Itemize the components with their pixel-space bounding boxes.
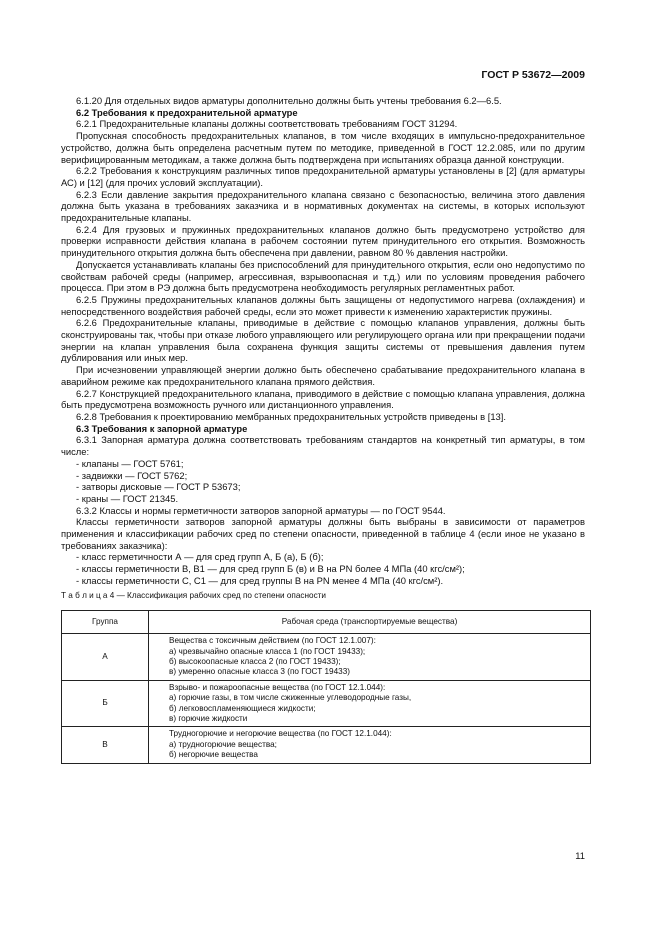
medium-subitem: а) горючие газы, в том числе сжиженные углеводородные газы, <box>169 693 412 703</box>
paragraph: 6.2.7 Конструкцией предохранительного клапана, приводимого в действие с помощью клапана управления, должна быть предусмотрена возможность ручного или дистанционного управления. <box>61 387 585 411</box>
medium-cell <box>149 727 591 763</box>
document-header: ГОСТ Р 53672—2009 <box>481 69 585 81</box>
paragraph: 6.2.6 Предохранительные клапаны, приводимые в действие с помощью клапанов управления, должны быть сконструированы так, чтобы при отказе любого управляющего или регулирующего органа или при прекращении подачи энергии на клапан управления была сохранена функция защиты системы от превышения давления путем дублирования или иных мер. <box>61 317 586 364</box>
medium-subitem: в) горючие жидкости <box>169 714 248 724</box>
group-cell: Б <box>62 680 149 727</box>
list-item: - классы герметичности С, С1 — для сред группы В на PN менее 4 МПа (40 кгс/см²). <box>76 574 444 586</box>
list-item: - классы герметичности В, В1 — для сред групп Б (в) и В на PN более 4 МПа (40 кгс/см²); <box>76 563 465 575</box>
list-item: - краны — ГОСТ 21345. <box>76 492 179 504</box>
paragraph: Классы герметичности затворов запорной арматуры должны быть выбраны в зависимости от параметров применения и классификации рабочих сред по степени опасности, приведенной в таблице 4 (если иное не указано в требованиях заказчика): <box>61 516 585 551</box>
paragraph: 6.2.1 Предохранительные клапаны должны соответствовать требованиям ГОСТ 31294. <box>76 118 458 130</box>
paragraph: 6.3.1 Запорная арматура должна соответствовать требованиям стандартов на конкретный тип арматуры, в том числе: <box>61 434 585 458</box>
paragraph: Пропускная способность предохранительных клапанов, в том числе входящих в импульсно-предохранительное устройство, должна быть определена расчетным путем по методике, приведенной в ГОСТ 12.2.085, или по другим верифицированным методикам, а также должна быть подтверждена при испытаниях образца данной конструкции. <box>61 130 585 165</box>
table-row <box>62 727 591 763</box>
group-cell: В <box>62 727 149 763</box>
col-header-medium: Рабочая среда (транспортируемые вещества) <box>149 611 591 634</box>
section-heading: 6.3 Требования к запорной арматуре <box>76 422 248 434</box>
paragraph: Допускается устанавливать клапаны без приспособлений для принудительного открытия, если оно недопустимо по свойствам рабочей среды (например, агрессивная, взрывоопасная и т.д.) или по условиям проведения рабочего процесса. При этом в РЭ должна быть предусмотрена необходимость регулярных регламентных работ. <box>61 258 585 294</box>
paragraph: 6.2.5 Пружины предохранительных клапанов должны быть защищены от недопустимого нагрева (охлаждения) и непосредственного воздействия рабочей среды, если это может привести к изменению характеристик пружины. <box>61 293 585 317</box>
medium-subitem: б) легковоспламеняющиеся жидкости; <box>169 703 316 713</box>
list-item: - задвижки — ГОСТ 5762; <box>76 469 188 481</box>
paragraph: 6.2.2 Требования к конструкциям различных типов предохранительной арматуры установлены в [2] (для арматуры АС) и [12] (для прочих условий эксплуатации). <box>61 165 585 188</box>
table-row <box>62 634 591 681</box>
medium-category: Вещества с токсичным действием (по ГОСТ 12.1.007): <box>169 636 376 646</box>
group-cell: А <box>62 634 149 681</box>
list-item: - клапаны — ГОСТ 5761; <box>76 457 184 469</box>
paragraph: 6.3.2 Классы и нормы герметичности затворов запорной арматуры — по ГОСТ 9544. <box>76 504 446 516</box>
medium-subitem: б) высокоопасные класса 2 (по ГОСТ 19433); <box>169 657 341 667</box>
medium-subitem: а) чрезвычайно опасные класса 1 (по ГОСТ 19433); <box>169 646 366 656</box>
medium-cell <box>149 634 591 681</box>
paragraph: 6.1.20 Для отдельных видов арматуры дополнительно должны быть учтены требования 6.2—6.5. <box>76 95 502 106</box>
medium-subitem: б) негорючие вещества <box>169 750 258 760</box>
medium-subitem: в) умеренно опасные класса 3 (по ГОСТ 19433) <box>169 667 350 677</box>
paragraph: 6.2.3 Если давление закрытия предохранительного клапана связано с безопасностью, величина этого давления должна быть указана в требованиях заказчика и в нормативных документах на системы, в которых используют предохранительные клапаны. <box>61 188 585 224</box>
table-caption: Т а б л и ц а 4 — Классификация рабочих сред по степени опасности <box>61 590 327 600</box>
paragraph: При исчезновении управляющей энергии должно быть обеспечено срабатывание предохранительного клапана в аварийном режиме как предохранительного клапана прямого действия. <box>61 364 585 387</box>
paragraphs <box>61 95 585 587</box>
table-row <box>62 680 591 727</box>
paragraph: 6.2.8 Требования к проектированию мембранных предохранительных устройств приведены в [13]. <box>76 410 506 422</box>
section-heading: 6.2 Требования к предохранительной арматуре <box>76 106 298 118</box>
col-header-group: Группа <box>62 611 149 634</box>
list-item: - класс герметичности А — для сред групп А, Б (а), Б (б); <box>76 551 324 563</box>
paragraph: 6.2.4 Для грузовых и пружинных предохранительных клапанов должно быть предусмотрено устройство для проверки исправности действия клапана в рабочем состоянии путем принудительного его открытия. Возможность принудительного открытия должна быть обеспечена при давлении, равном 80 % давления настройки. <box>61 223 585 259</box>
table-header-row <box>62 611 591 634</box>
medium-category: Трудногорючие и негорючие вещества (по ГОСТ 12.1.044): <box>169 729 392 739</box>
classification-table <box>61 610 591 763</box>
list-item: - затворы дисковые — ГОСТ Р 53673; <box>76 481 241 493</box>
medium-category: Взрыво- и пожароопасные вещества (по ГОСТ 12.1.044): <box>169 682 386 692</box>
page-number: 11 <box>575 850 585 861</box>
medium-cell <box>149 680 591 727</box>
medium-subitem: а) трудногорючие вещества; <box>169 739 277 749</box>
document-body <box>61 95 585 764</box>
